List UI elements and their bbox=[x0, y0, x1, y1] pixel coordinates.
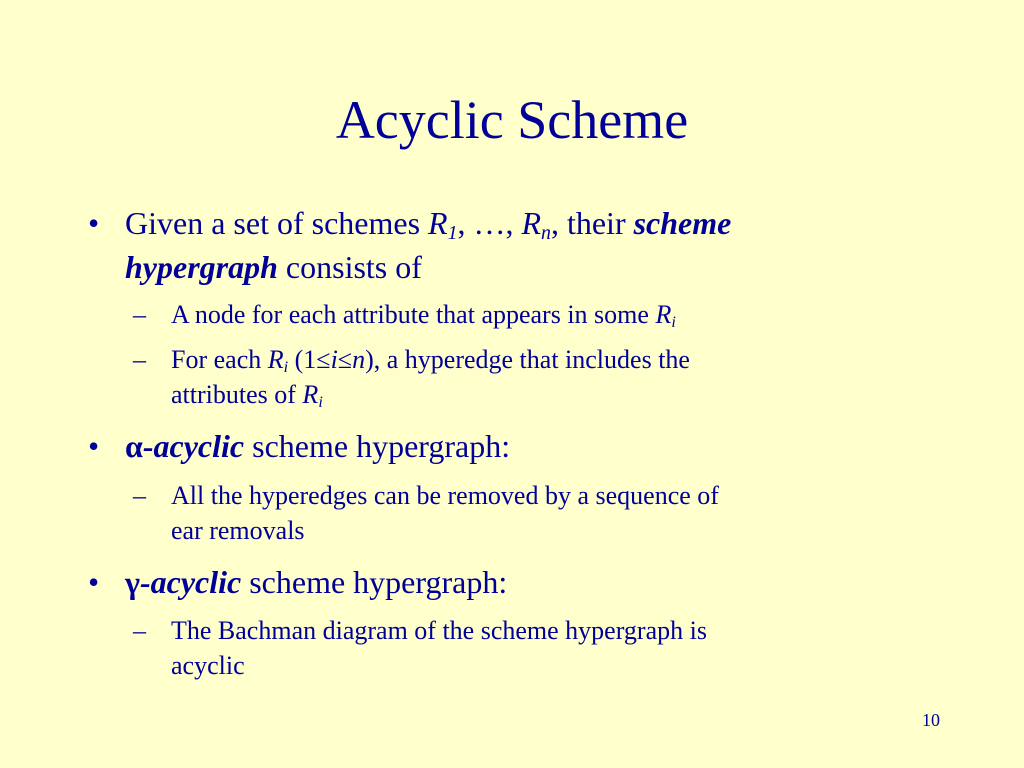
term-acyclic: -acyclic bbox=[142, 428, 245, 464]
bullet-marker: • bbox=[88, 428, 100, 464]
sub-bullet-text: The Bachman diagram of the scheme hypergraph is acyclic bbox=[171, 616, 707, 680]
slide-title: Acyclic Scheme bbox=[335, 90, 689, 150]
bullet-marker: • bbox=[88, 564, 100, 600]
sub-bullet-marker: – bbox=[133, 300, 146, 329]
term-scheme: scheme bbox=[633, 205, 732, 241]
page-number: 10 bbox=[922, 710, 940, 730]
greek-alpha: α bbox=[125, 428, 143, 464]
bullet-text: α-acyclic scheme hypergraph: bbox=[125, 428, 511, 464]
sub-bullet-marker: – bbox=[133, 481, 146, 510]
sub-bullet-text: A node for each attribute that appears in some $R_i$ bbox=[171, 300, 676, 332]
sub-bullet-marker: – bbox=[133, 345, 146, 374]
term-acyclic: -acyclic bbox=[139, 564, 242, 600]
bullet-marker: • bbox=[88, 205, 100, 241]
term-hypergraph: hypergraph bbox=[125, 249, 278, 285]
sub-bullet-text: All the hyperedges can be removed by a sequence of ear removals bbox=[171, 481, 719, 545]
bullet-text: γ-acyclic scheme hypergraph: bbox=[125, 564, 508, 600]
bullet-text: Given a set of schemes $R_1$, …, $R_n$, their scheme hypergraph consists of bbox=[125, 205, 732, 285]
greek-gamma: γ bbox=[125, 564, 140, 600]
sub-bullet-marker: – bbox=[133, 616, 146, 645]
sub-bullet-text: For each $R_i$ (1≤i≤n), a hyperedge that includes the attributes of $R_i$ bbox=[171, 345, 690, 412]
